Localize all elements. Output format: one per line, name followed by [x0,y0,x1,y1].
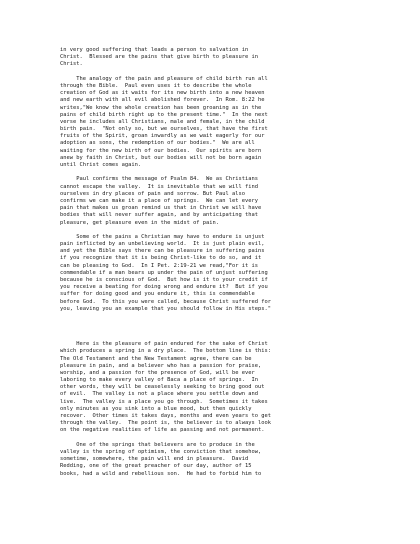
text-line: only minutes as you sink into a blue mood, but then quickly [60,405,252,412]
text-line: Christ. [60,61,83,68]
text-line: because he is conscious of God. But how is it to your credit if [60,277,268,283]
text-line: bodies that will never suffer again, and by anticipating that [60,212,258,219]
text-line: Paul confirms the message of Psalm 84. We as Christians [60,176,258,183]
text-line: pleasure in pain, and a believer who has a passion for praise, [60,362,262,369]
text-line: before God. To this you were called, because Christ suffered for [60,298,271,305]
text-line: laboring to make every valley of Baca a place of springs. In [60,377,258,384]
text-line: creation of God as it waits for its new birth into a new heaven [60,90,265,97]
text-line: and yet the Bible says there can be pleasure in suffering pains [60,248,265,255]
text-line: cannot escape the valley. It is inevitable that we will find [60,183,258,190]
paragraph [60,442,360,478]
text-line: commendable if a man bears up under the pain of unjust suffering [60,269,268,276]
text-line: Some of the pains a Christian may have to endure is unjust [60,233,265,240]
text-line: you receive a beating for doing wrong and endure it? But if you [60,284,268,291]
text-line: suffer for doing good and you endure it, this is commendable [60,291,255,298]
paragraph [60,234,360,313]
text-line: can be pleasing to God. In I Pet. 2:19-21 we read,"For it is [60,262,258,269]
text-line: through the Bible. Paul even uses it to describe the whole [60,82,252,89]
text-line: until Christ comes again. [60,162,142,168]
text-line: pain that makes us groan remind us that in Christ we will have [60,205,262,212]
text-line: fruits of the Spirit, groan inwardly as we wait eagerly for our [60,133,265,140]
text-line: ourselves in dry places of pain and sorrow. But Paul also [60,190,245,197]
paragraph [60,47,360,69]
text-line: of evil. The valley is not a place where you settle down and [60,391,258,398]
text-line: which produces a spring in a dry place. The bottom line is this: [60,348,271,355]
text-line: The analogy of the pain and pleasure of child birth run all [60,75,268,82]
text-line: live. The valley is a place you go through. Sometimes it takes [60,398,268,405]
text-line: on the negative realities of life as passing and not permanent. [60,427,265,434]
text-line: sometime, somewhere, the pain will end in pleasure. David [60,456,249,463]
text-line: confirms we can make it a place of springs. We can let every [60,197,258,204]
text-line: writes,"We know the whole creation has been groaning as in the [60,104,262,111]
text-line: waiting for the new birth of our bodies. Our spirits are born [60,147,262,154]
text-line: verse he includes all Christians, male and female, in the child [60,118,265,125]
text-line: you, leaving you an example that you should follow in His steps." [60,305,271,312]
text-column [60,47,360,485]
text-line: if you recognize that it is being Christ-like to do so, and it [60,255,262,262]
text-line: through the valley. The point is, the believer is to always look [60,420,271,427]
text-line: pains of child birth right up to the present time." In the next [60,111,268,118]
text-line: and new earth with all evil abolished forever. In Rom. 8:22 he [60,97,265,104]
text-line: The Old Testament and the New Testament agree, there can be [60,355,252,362]
text-line: pleasure, get pleasure even in the midst of pain. [60,219,220,226]
text-line: pain inflicted by an unbelieving world. It is just plain evil, [60,241,265,248]
text-line: Christ. Blessed are the pains that give birth to pleasure in [60,54,258,61]
paragraph [60,341,360,434]
section-gap [60,320,360,341]
text-line: birth pain. "Not only so, but we ourselves, that have the first [60,126,268,133]
text-line: valley is the spring of optimism, the conviction that somehow, [60,448,262,455]
text-line: Redding, one of the great preacher of our day, author of 15 [60,463,252,470]
paragraph [60,176,360,226]
text-line: other words, they will be ceaselessly seeking to bring good out [60,384,265,391]
text-line: books, had a wild and rebellious son. He had to forbid him to [60,470,262,477]
text-line: in very good suffering that leads a person to salvation in [60,47,249,53]
text-line: worship, and a passion for the presence of God, will be ever [60,369,255,376]
text-line: recover. Other times it takes days, months and even years to get [60,413,271,419]
text-line: adoption as sons, the redemption of our bodies." We are all [60,140,255,147]
text-line: One of the springs that believers are to produce in the [60,441,255,448]
text-line: anew by faith in Christ, but our bodies will not be born again [60,154,262,161]
text-line: Here is the pleasure of pain endured for the sake of Christ [60,341,268,348]
paragraph [60,76,360,169]
